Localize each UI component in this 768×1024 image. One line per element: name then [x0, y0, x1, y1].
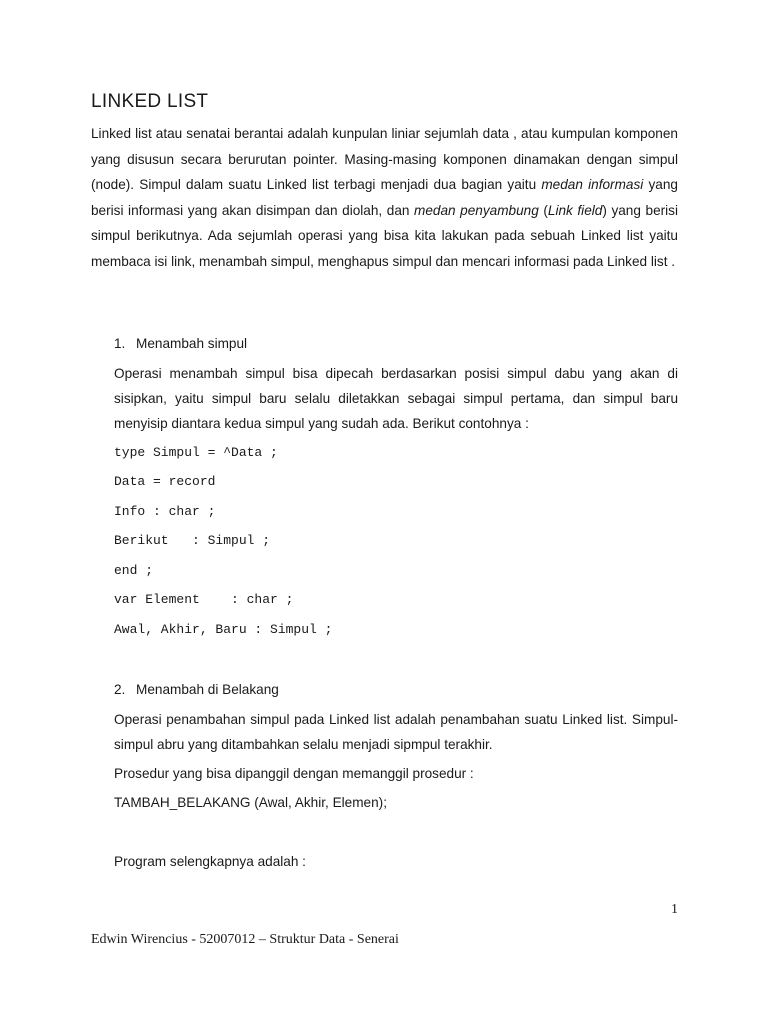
code-line: Awal, Akhir, Baru : Simpul ; [114, 622, 333, 637]
page-title: LINKED LIST [91, 91, 209, 112]
intro-text-2: yang berisi informasi yang akan disimpan dan diolah, dan [91, 177, 678, 218]
code-line: Data = record [114, 474, 216, 489]
page-number: 1 [671, 902, 678, 917]
code-line: Info : char ; [114, 504, 216, 519]
page-footer: Edwin Wirencius - 52007012 – Struktur Data - Senerai [91, 932, 399, 947]
intro-text-3: ( [538, 202, 548, 218]
section-2-line-program: Program selengkapnya adalah : [114, 854, 306, 869]
section-1-number: 1. [114, 336, 126, 351]
section-2-number: 2. [114, 682, 126, 697]
intro-emphasis-link-field: Link field [547, 202, 603, 218]
intro-text-4: ) yang berisi simpul berikutnya. Ada sejumlah operasi yang bisa kita lakukan pada sebuah Linked list yaitu membaca isi link, menambah simpul, menghapus simpul dan mencari informasi pada Linked list . [91, 202, 678, 269]
code-line: type Simpul = ^Data ; [114, 445, 278, 460]
section-2-heading [114, 680, 279, 700]
section-1-paragraph: Operasi menambah simpul bisa dipecah berdasarkan posisi simpul dabu yang akan di sisipkan, yaitu simpul baru selalu diletakkan sebagai simpul pertama, dan simpul baru menyisip diantara kedua simpul yang sudah ada. Berikut contohnya : [114, 366, 678, 431]
section-1-heading [114, 334, 247, 354]
code-line: Berikut : Simpul ; [114, 533, 271, 548]
code-line: var Element : char ; [114, 592, 294, 607]
intro-emphasis-medan-penyambung: medan penyambung [414, 202, 539, 218]
section-2-line-prosedur: Prosedur yang bisa dipanggil dengan memanggil prosedur : [114, 766, 474, 781]
section-1-heading-text: Menambah simpul [136, 336, 248, 351]
intro-text-1: Linked list atau senatai berantai adalah kunpulan liniar sejumlah data , atau kumpulan komponen yang disusun secara berurutan pointer. Masing-masing komponen dinamakan dengan simpul (node). Simpul dalam suatu Linked list terbagi menjadi dua bagian yaitu [91, 126, 678, 192]
intro-emphasis-medan-informasi: medan informasi [541, 177, 644, 192]
intro-paragraph [91, 121, 678, 274]
code-line: end ; [114, 563, 154, 578]
section-2-line-tambah-belakang: TAMBAH_BELAKANG (Awal, Akhir, Elemen); [114, 795, 387, 810]
section-2-paragraph: Operasi penambahan simpul pada Linked list adalah penambahan suatu Linked list. Simpul-simpul abru yang ditambahkan selalu menjadi sipmpul terakhir. [114, 712, 678, 752]
section-2-heading-text: Menambah di Belakang [136, 682, 279, 697]
